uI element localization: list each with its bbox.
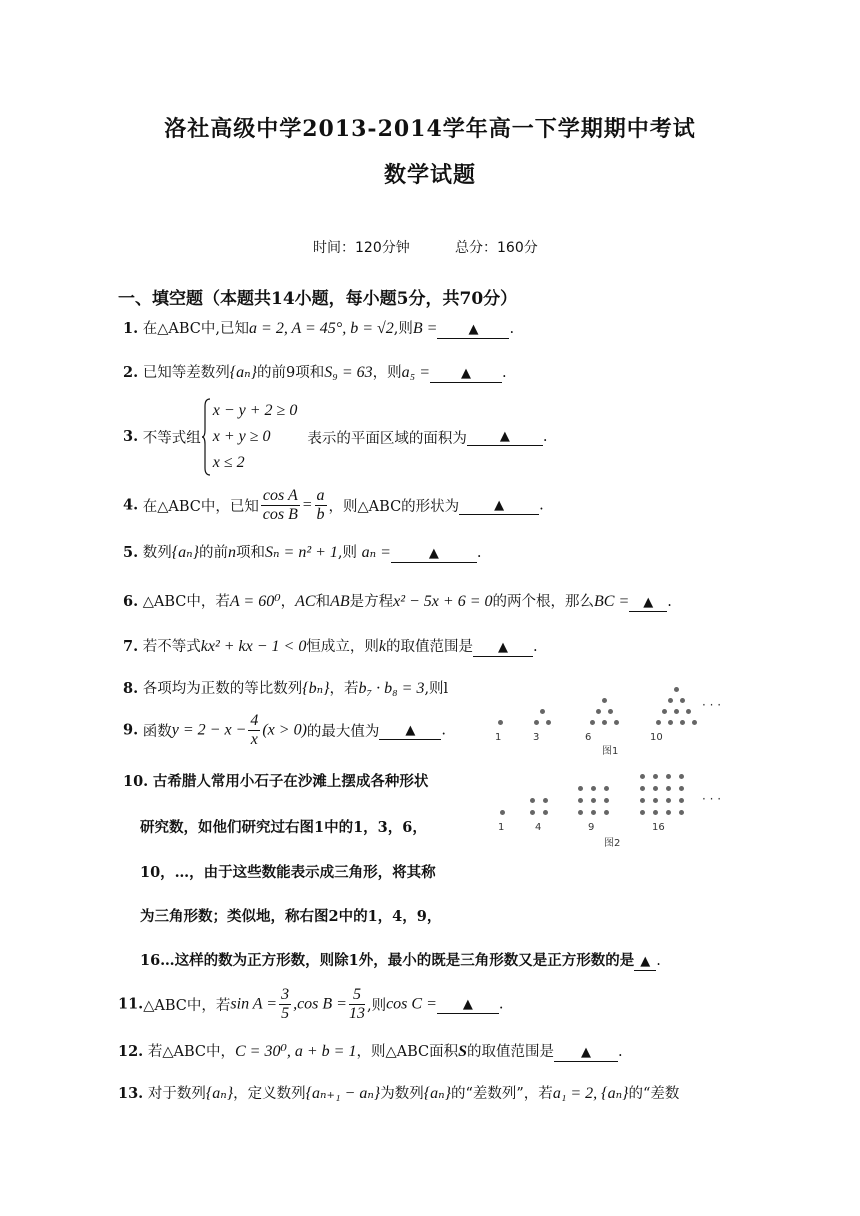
answer-blank-2[interactable]: ▲ xyxy=(430,365,502,383)
fig2-label-1: 1 xyxy=(498,822,505,833)
answer-blank-1[interactable]: ▲ xyxy=(437,321,509,339)
fig1-stone xyxy=(674,709,679,714)
fig2-stone xyxy=(604,798,609,803)
fig2-stone xyxy=(679,810,684,815)
question-6: 6. △ABC中，若A = 60⁰，AC和AB是方程x² − 5x + 6 = 0的两个根，那么BC = ▲ . xyxy=(123,593,672,610)
fig2-stone xyxy=(666,798,671,803)
fig2-stone xyxy=(530,810,535,815)
fig2-stone xyxy=(591,786,596,791)
fig2-caption: 图2 xyxy=(604,838,621,849)
question-10-line-2: 研究数，如他们研究过右图1中的1，3，6， xyxy=(140,819,427,836)
question-3: 3. 不等式组 x − y + 2 ≥ 0 x + y ≥ 0 x ≤ 2 表示的平面区域的面积为 ▲ . xyxy=(123,398,547,476)
fig2-ellipsis: · · · xyxy=(702,792,722,806)
fig2-stone xyxy=(604,810,609,815)
fig2-stone xyxy=(653,774,658,779)
fig1-stone xyxy=(602,720,607,725)
fig1-stone xyxy=(590,720,595,725)
exam-title: 洛社高级中学2013-2014学年高一下学期期中考试 xyxy=(164,116,696,142)
answer-blank-10[interactable]: ▲ xyxy=(634,953,656,971)
fig1-stone xyxy=(692,720,697,725)
question-12: 12. 若△ABC中，C = 30⁰, a + b = 1，则△ABC面积S的取值范围是 ▲ . xyxy=(118,1043,623,1060)
answer-blank-12[interactable]: ▲ xyxy=(554,1044,618,1062)
fig1-stone xyxy=(686,709,691,714)
fig2-stone xyxy=(653,786,658,791)
fig1-stone xyxy=(674,687,679,692)
question-8: 8. 各项均为正数的等比数列{bₙ}，若b₇ · b₈ = 3,则l xyxy=(123,680,449,697)
fig1-stone xyxy=(662,709,667,714)
answer-blank-3[interactable]: ▲ xyxy=(467,428,543,446)
fig1-label-1: 1 xyxy=(495,732,502,743)
fig2-stone xyxy=(666,774,671,779)
fig2-stone xyxy=(543,798,548,803)
exam-subtitle: 数学试题 xyxy=(383,162,476,188)
fig1-stone xyxy=(608,709,613,714)
question-1: 1. 在△ABC中,已知a = 2, A = 45°, b = √2,则B = ▲ . xyxy=(123,320,515,337)
fig1-caption: 图1 xyxy=(602,746,619,757)
question-2: 2. 已知等差数列{aₙ}的前9项和S₉ = 63，则a₅ = ▲ . xyxy=(123,364,507,381)
answer-blank-11[interactable]: ▲ xyxy=(437,996,499,1014)
fig2-stone xyxy=(530,798,535,803)
question-11: 11.△ABC中，若sin A = $\frac{3}{5}$ ,cos B = $\frac{5}{13}$ ,则cos C = ▲ . xyxy=(118,986,504,1022)
fig1-stone xyxy=(656,720,661,725)
fig2-stone xyxy=(653,810,658,815)
fig1-stone xyxy=(602,698,607,703)
inequality-system: x − y + 2 ≥ 0 x + y ≥ 0 x ≤ 2 xyxy=(201,398,298,476)
fig2-stone xyxy=(591,810,596,815)
question-5: 5. 数列{aₙ}的前n项和Sₙ = n² + 1,则 aₙ = ▲ . xyxy=(123,544,482,561)
exam-score: 总分：160分 xyxy=(455,240,538,256)
fig2-stone xyxy=(578,798,583,803)
fig2-stone xyxy=(640,786,645,791)
fig1-label-3: 3 xyxy=(533,732,540,743)
answer-blank-6[interactable]: ▲ xyxy=(629,594,667,612)
fig1-stone xyxy=(614,720,619,725)
fig2-stone xyxy=(640,798,645,803)
fig1-label-10: 10 xyxy=(650,732,663,743)
question-4: 4. 在△ABC中，已知 $\frac{\text{cos A}}{\text{cos B}}$ = $\frac{a}{b}$ ，则△ABC的形状为 ▲ . xyxy=(123,487,544,523)
fig1-stone xyxy=(680,698,685,703)
fig1-stone xyxy=(540,709,545,714)
question-10-line-1: 10. 古希腊人常用小石子在沙滩上摆成各种形状 xyxy=(123,773,429,790)
fig1-stone xyxy=(680,720,685,725)
fig2-stone xyxy=(679,798,684,803)
fig2-stone xyxy=(640,810,645,815)
question-9: 9. 函数y = 2 − x − $\frac{4}{x}$ (x > 0)的最大值为 ▲ . xyxy=(123,712,447,748)
fig2-stone xyxy=(591,798,596,803)
fig1-stone xyxy=(498,720,503,725)
fig1-stone xyxy=(534,720,539,725)
figure-1-triangular-numbers xyxy=(490,670,730,760)
answer-blank-5[interactable]: ▲ xyxy=(391,545,477,563)
figure-2-square-numbers xyxy=(490,758,730,848)
fig1-stone xyxy=(668,720,673,725)
fig2-stone xyxy=(578,810,583,815)
fig2-stone xyxy=(500,810,505,815)
fig2-stone xyxy=(604,786,609,791)
question-10-line-5: 16…这样的数为正方形数，则除1外，最小的既是三角形数又是正方形数的是 ▲ . xyxy=(140,952,661,969)
fig2-label-16: 16 xyxy=(652,822,665,833)
fig2-stone xyxy=(543,810,548,815)
fig2-stone xyxy=(679,786,684,791)
question-10-line-4: 为三角形数；类似地，称右图2中的1，4，9， xyxy=(140,908,442,925)
section-heading: 一、填空题（本题共14小题，每小题5分，共70分） xyxy=(118,289,518,309)
fig2-stone xyxy=(666,810,671,815)
fig2-stone xyxy=(578,786,583,791)
fig2-label-4: 4 xyxy=(535,822,542,833)
fig1-label-6: 6 xyxy=(585,732,592,743)
fig2-stone xyxy=(640,774,645,779)
answer-blank-4[interactable]: ▲ xyxy=(459,497,539,515)
fig2-stone xyxy=(666,786,671,791)
fig1-stone xyxy=(596,709,601,714)
fig1-ellipsis: · · · xyxy=(702,698,722,712)
brace-icon xyxy=(201,398,211,476)
answer-blank-9[interactable]: ▲ xyxy=(379,722,441,740)
exam-time: 时间：120分钟 xyxy=(313,240,410,256)
fig2-label-9: 9 xyxy=(588,822,595,833)
fig2-stone xyxy=(653,798,658,803)
question-13: 13. 对于数列{aₙ}，定义数列{aₙ₊₁ − aₙ}为数列{aₙ}的“差数列”，若a₁ = 2, {aₙ}的“差数 xyxy=(118,1085,680,1102)
fig1-stone xyxy=(668,698,673,703)
question-7: 7. 若不等式kx² + kx − 1 < 0恒成立，则k的取值范围是 ▲ . xyxy=(123,638,538,655)
answer-blank-7[interactable]: ▲ xyxy=(473,639,533,657)
fig2-stone xyxy=(679,774,684,779)
question-10-line-3: 10，…，由于这些数能表示成三角形，将其称 xyxy=(140,864,436,881)
fig1-stone xyxy=(546,720,551,725)
